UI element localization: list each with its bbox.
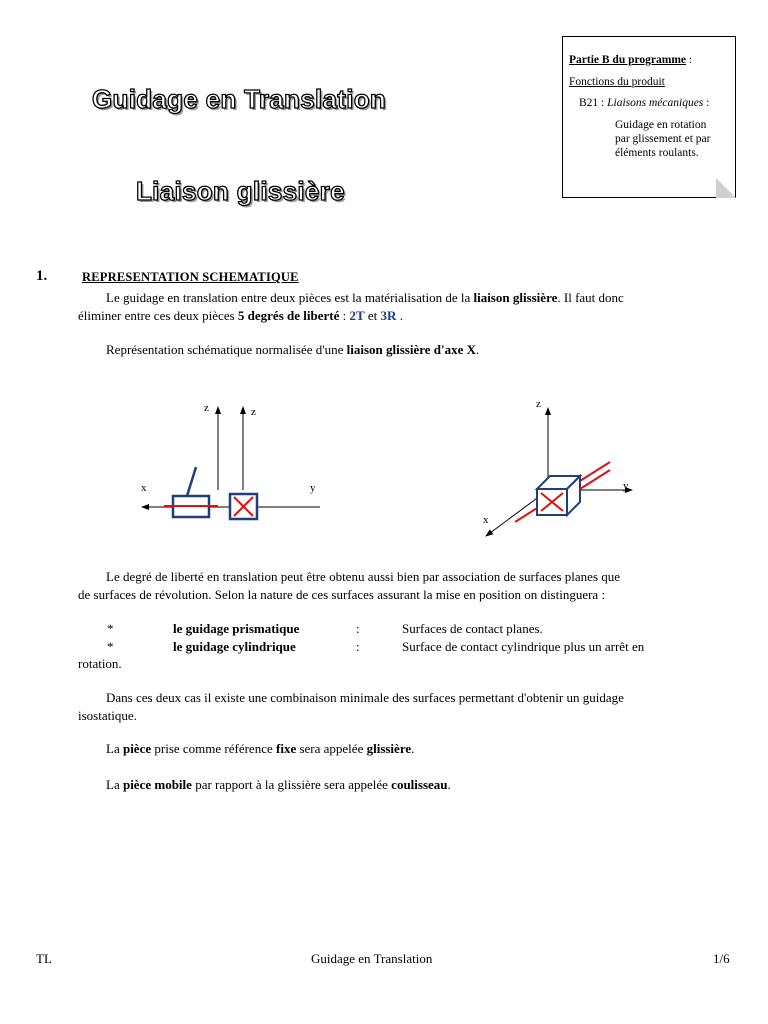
label-z: z xyxy=(536,398,541,410)
p5-text: . xyxy=(411,741,415,756)
note-b21-prefix: B21 : xyxy=(579,97,608,109)
note-partie-label: Partie B du programme xyxy=(569,54,687,66)
label-z1: z xyxy=(204,402,209,414)
label-y: y xyxy=(623,480,629,492)
p1-text: et xyxy=(364,308,381,323)
p6-text: . xyxy=(447,777,451,792)
p2-text: . xyxy=(476,342,480,357)
list-bullet: * xyxy=(107,621,114,636)
paragraph-2 xyxy=(106,341,479,359)
p1-text: . Il faut donc xyxy=(557,290,624,305)
paragraph-4-line-2: isostatique. xyxy=(78,708,137,723)
footer-left: TL xyxy=(36,951,52,966)
list-label: le guidage prismatique xyxy=(173,621,300,636)
paragraph-3-line-1: Le degré de liberté en translation peut être obtenu aussi bien par association de surfaces planes que xyxy=(106,569,621,584)
paragraph-4-line-1: Dans ces deux cas il existe une combinaison minimale des surfaces permettant d'obtenir un guidage xyxy=(106,690,624,705)
section-heading: REPRESENTATION SCHEMATIQUE xyxy=(82,270,299,284)
note-guidage-line: éléments roulants. xyxy=(615,147,699,159)
list-separator: : xyxy=(356,639,360,654)
paragraph-1-line-1 xyxy=(106,289,624,307)
p1-text: éliminer entre ces deux pièces xyxy=(78,308,238,323)
footer-center: Guidage en Translation xyxy=(311,951,433,966)
p1-text: Le guidage en translation entre deux pièces est la matérialisation de la xyxy=(106,290,474,305)
label-y: y xyxy=(310,482,316,494)
p2-text: Représentation schématique normalisée d'une xyxy=(106,342,347,357)
p6-bold: pièce mobile xyxy=(122,777,192,792)
p5-text: prise comme référence xyxy=(151,741,276,756)
label-x: x xyxy=(141,482,147,494)
label-x: x xyxy=(483,514,489,526)
list-separator: : xyxy=(356,621,360,636)
p1-bold: 5 degrés de liberté xyxy=(237,308,340,323)
program-note xyxy=(562,36,736,198)
note-b21-italic: Liaisons mécaniques xyxy=(607,97,704,109)
p6-text: La xyxy=(106,777,123,792)
p6-text: par rapport à la glissière sera appelée xyxy=(191,777,392,792)
p2-bold: liaison glissière d'axe X xyxy=(346,342,477,357)
paragraph-1-line-2 xyxy=(78,307,403,325)
p5-text: sera appelée xyxy=(296,741,367,756)
page-curl-corner xyxy=(716,178,736,198)
p5-text: La xyxy=(106,741,123,756)
p5-bold: pièce xyxy=(122,741,152,756)
p5-bold: glissière xyxy=(366,741,412,756)
p5-bold: fixe xyxy=(276,741,297,756)
footer-page-number: 1/6 xyxy=(713,951,730,966)
paragraph-6 xyxy=(106,776,451,794)
note-partie-sep: : xyxy=(686,54,693,66)
diagram-isometric xyxy=(470,390,650,545)
note-guidage-line: Guidage en rotation xyxy=(615,119,707,131)
p1-text: : xyxy=(339,308,350,323)
label-z2: z xyxy=(251,406,256,418)
slide-link xyxy=(187,467,196,496)
p6-bold: coulisseau xyxy=(391,777,448,792)
section-number: 1. xyxy=(36,268,48,284)
note-guidage-line: par glissement et par xyxy=(615,133,711,145)
p1-2t: 2T xyxy=(349,308,365,323)
list-description: Surface de contact cylindrique plus un arrêt en xyxy=(402,639,645,654)
diagram-planar xyxy=(130,395,340,535)
p1-3r: 3R xyxy=(380,308,397,323)
paragraph-5 xyxy=(106,740,414,758)
p1-bold: liaison glissière xyxy=(473,290,558,305)
list-description-continued: rotation. xyxy=(78,656,122,671)
list-label: le guidage cylindrique xyxy=(173,639,296,654)
note-b21-suffix: : xyxy=(703,97,710,109)
main-title: Guidage en Translation xyxy=(92,84,387,114)
guide-red-line-end xyxy=(580,470,610,489)
note-fonctions: Fonctions du produit xyxy=(569,76,665,88)
list-description: Surfaces de contact planes. xyxy=(402,621,543,636)
paragraph-3-line-2: de surfaces de révolution. Selon la nature de ces surfaces assurant la mise en position on distinguera : xyxy=(78,587,606,602)
sub-title: Liaison glissière xyxy=(136,176,345,206)
list-bullet: * xyxy=(107,639,114,654)
p1-text: . xyxy=(396,308,403,323)
